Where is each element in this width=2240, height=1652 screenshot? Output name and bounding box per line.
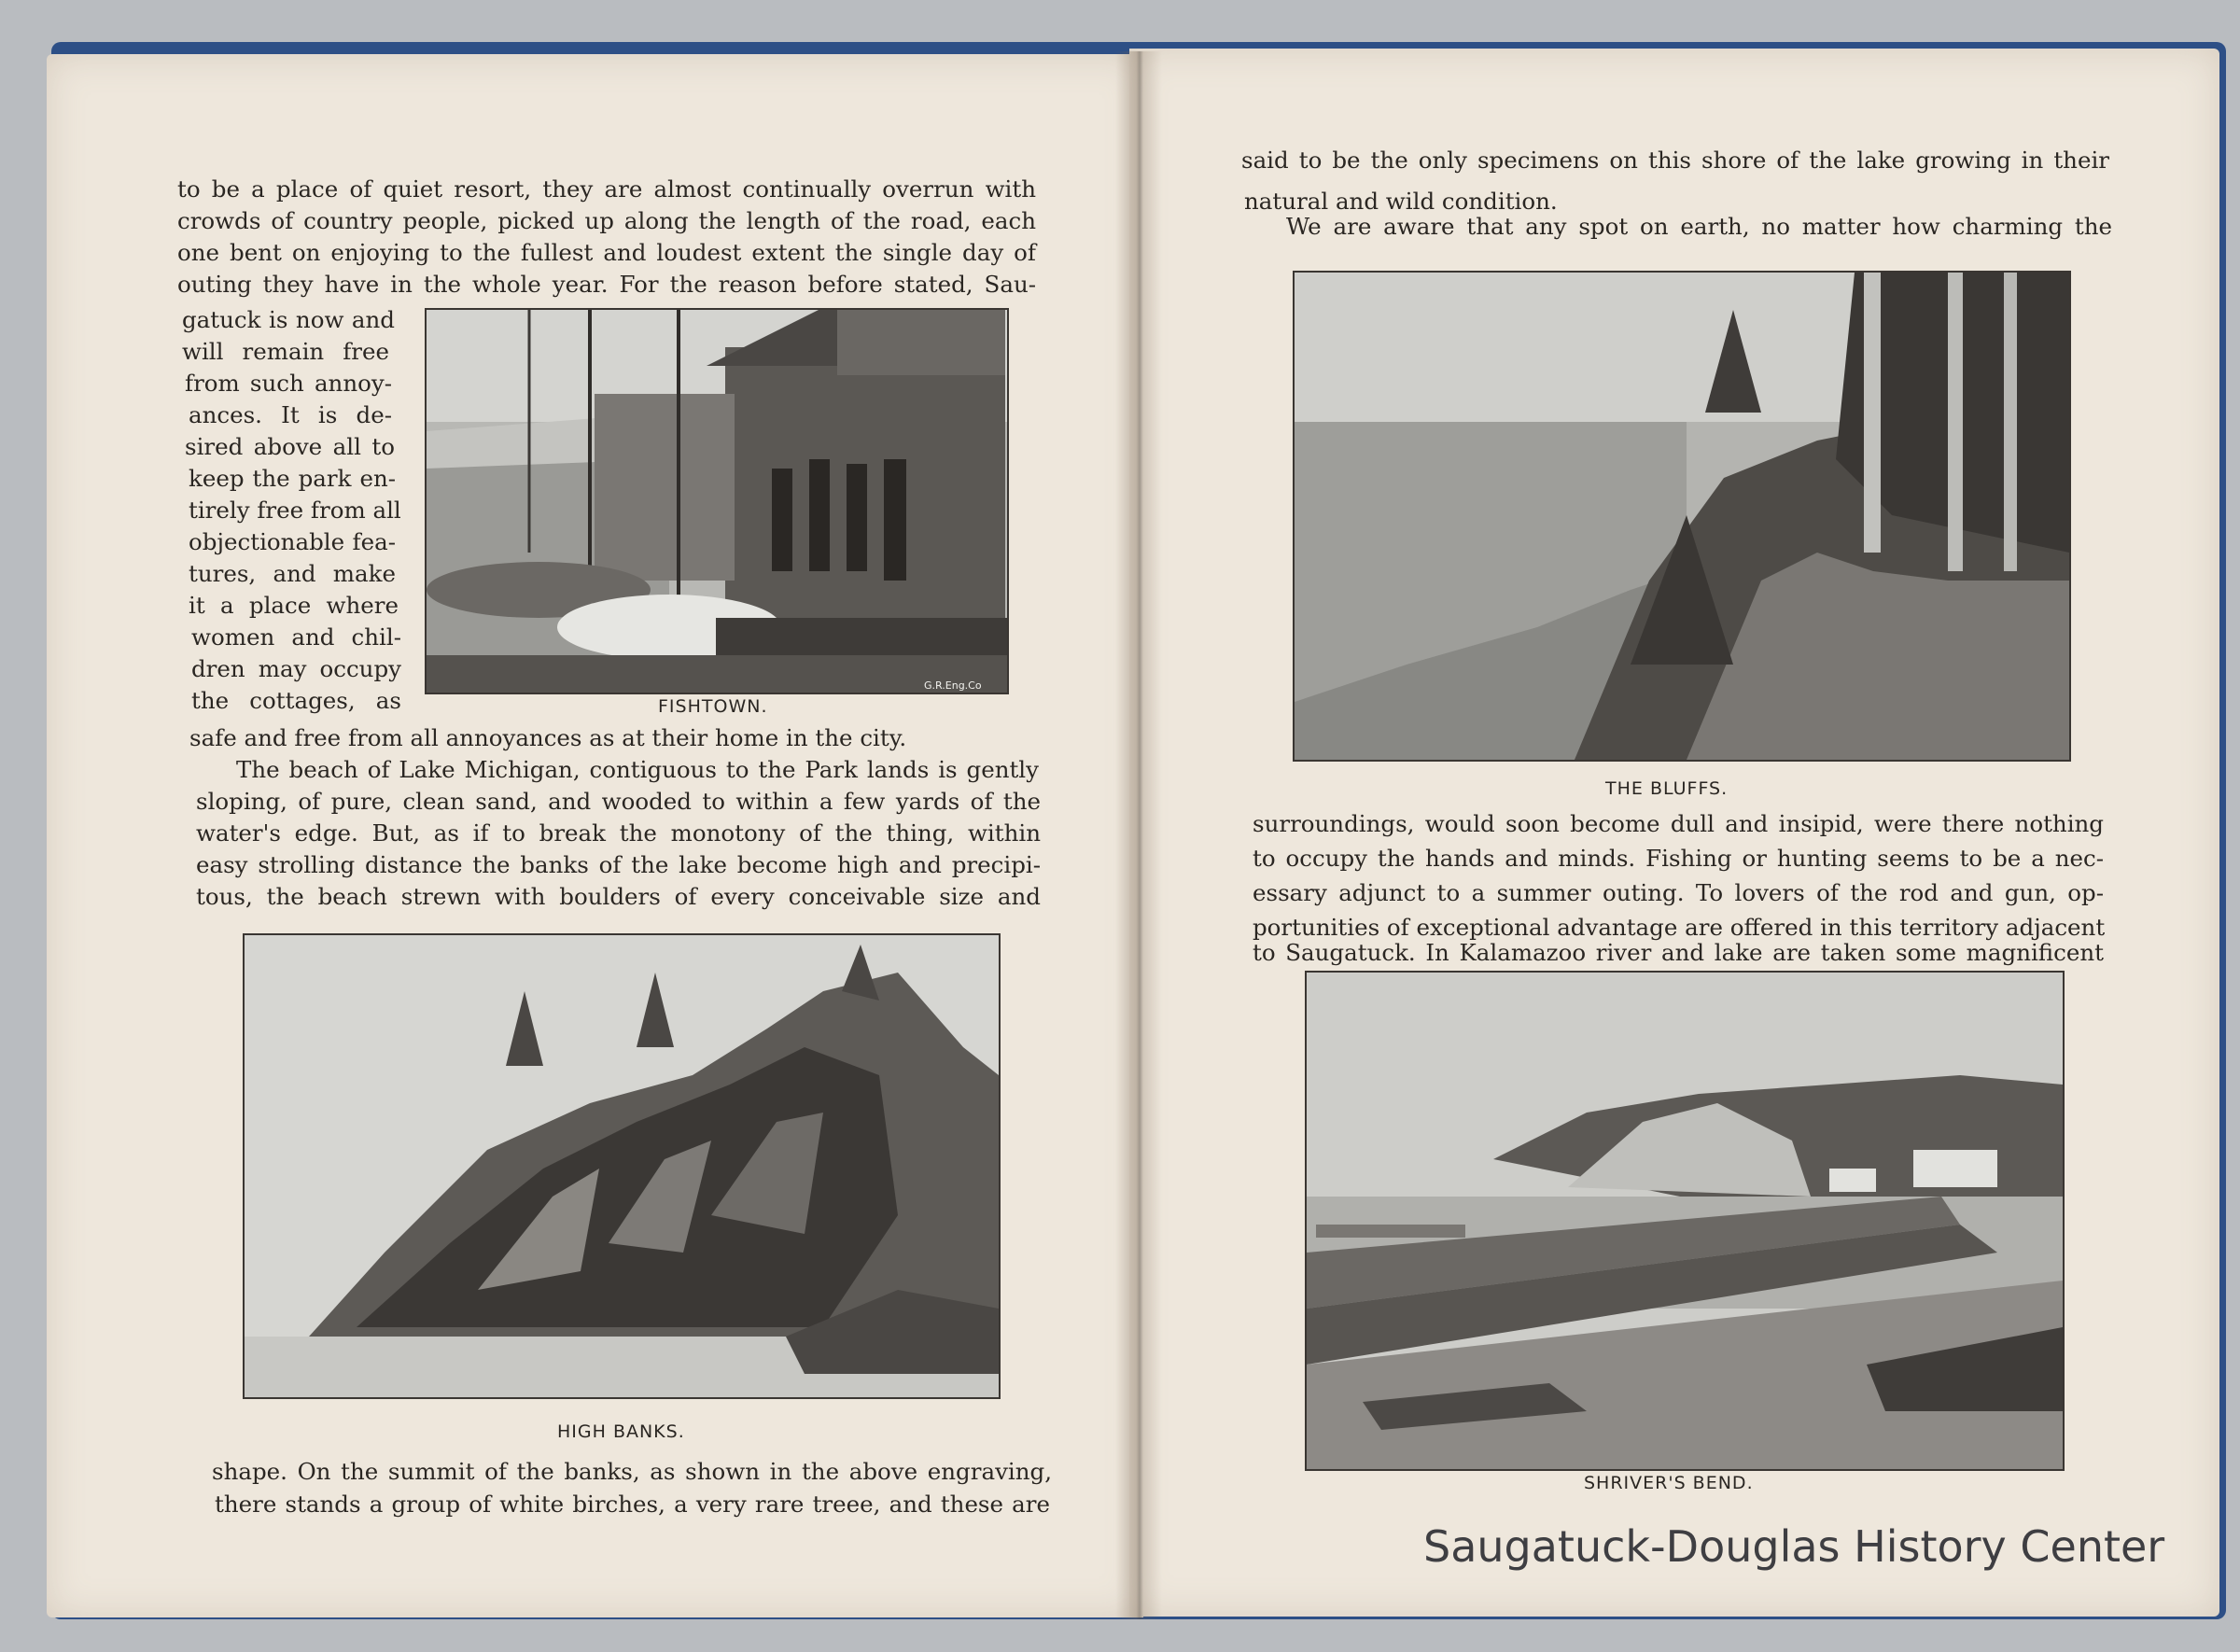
left-para1-end: safe and free from all annoyances as at their home in the city. [189, 724, 907, 751]
watermark: Saugatuck-Douglas History Center [1423, 1521, 2165, 1572]
left-para1-line2: crowds of country people, picked up along the length of the road, each [177, 207, 1036, 234]
high-banks-photo [243, 933, 1001, 1399]
bluffs-caption: THE BLUFFS. [1605, 778, 1729, 799]
right-para2-line2: to occupy the hands and minds. Fishing or hunting seems to be a nec- [1253, 845, 2104, 872]
shrivers-bend-photo [1305, 971, 2065, 1471]
left-wrap-line12: dren may occupy [191, 655, 401, 682]
left-para2-line2: sloping, of pure, clean sand, and wooded to within a few yards of the [196, 788, 1041, 815]
left-para2-line5: tous, the beach strewn with boulders of every conceivable size and [196, 883, 1041, 910]
engraver-mark: G.R.Eng.Co [924, 679, 982, 692]
right-para2-start: We are aware that any spot on earth, no matter how charming the [1286, 213, 2112, 240]
left-wrap-line7: tirely free from all [189, 497, 401, 524]
left-para3-line2: there stands a group of white birches, a very rare treee, and these are [215, 1491, 1050, 1518]
right-para1-line1: said to be the only specimens on this shore of the lake growing in their [1241, 147, 2109, 174]
left-wrap-line8: objectionable fea- [189, 528, 396, 555]
fishtown-photo [425, 308, 1009, 694]
right-para2-line3: essary adjunct to a summer outing. To lovers of the rod and gun, op- [1253, 879, 2104, 906]
left-wrap-line3: from such annoy- [185, 370, 392, 397]
bluffs-photo [1293, 271, 2071, 762]
left-wrap-line10: it a place where [189, 592, 399, 619]
shrivers-bend-engraving [1307, 973, 2063, 1469]
left-wrap-line9: tures, and make [189, 560, 396, 587]
left-wrap-line5: sired above all to [185, 433, 395, 460]
left-para2-line1: The beach of Lake Michigan, contiguous to the Park lands is gently [236, 756, 1039, 783]
booklet-gutter [1115, 51, 1162, 1619]
left-wrap-line6: keep the park en- [189, 465, 396, 492]
right-para2-line4: portunities of exceptional advantage are offered in this territory adjacent [1253, 914, 2106, 941]
fishtown-engraving [427, 310, 1007, 693]
shrivers-bend-caption: SHRIVER'S BEND. [1584, 1473, 1754, 1493]
left-wrap-line2: will remain free [182, 338, 389, 365]
left-para1-line3: one bent on enjoying to the fullest and loudest extent the single day of [177, 239, 1036, 266]
left-para2-line4: easy strolling distance the banks of the lake become high and precipi- [196, 851, 1041, 878]
right-para2-line5: to Saugatuck. In Kalamazoo river and lake are taken some magnificent [1253, 939, 2104, 966]
high-banks-engraving [245, 935, 999, 1397]
fishtown-caption: FISHTOWN. [658, 696, 768, 717]
left-wrap-line11: women and chil- [191, 623, 401, 651]
left-wrap-line1: gatuck is now and [182, 306, 395, 333]
left-wrap-line13: the cottages, as [191, 687, 401, 714]
left-wrap-line4: ances. It is de- [189, 401, 392, 428]
left-para1-line4: outing they have in the whole year. For the reason before stated, Sau- [177, 271, 1036, 298]
left-para1-line1: to be a place of quiet resort, they are almost continually overrun with [177, 175, 1036, 203]
bluffs-engraving [1295, 273, 2069, 760]
left-para3-line1: shape. On the summit of the banks, as shown in the above engraving, [212, 1458, 1052, 1485]
left-para2-line3: water's edge. But, as if to break the monotony of the thing, within [196, 819, 1041, 847]
right-para2-line1: surroundings, would soon become dull and insipid, were there nothing [1253, 810, 2104, 837]
high-banks-caption: HIGH BANKS. [557, 1421, 685, 1442]
right-para1-line2: natural and wild condition. [1244, 188, 1558, 215]
